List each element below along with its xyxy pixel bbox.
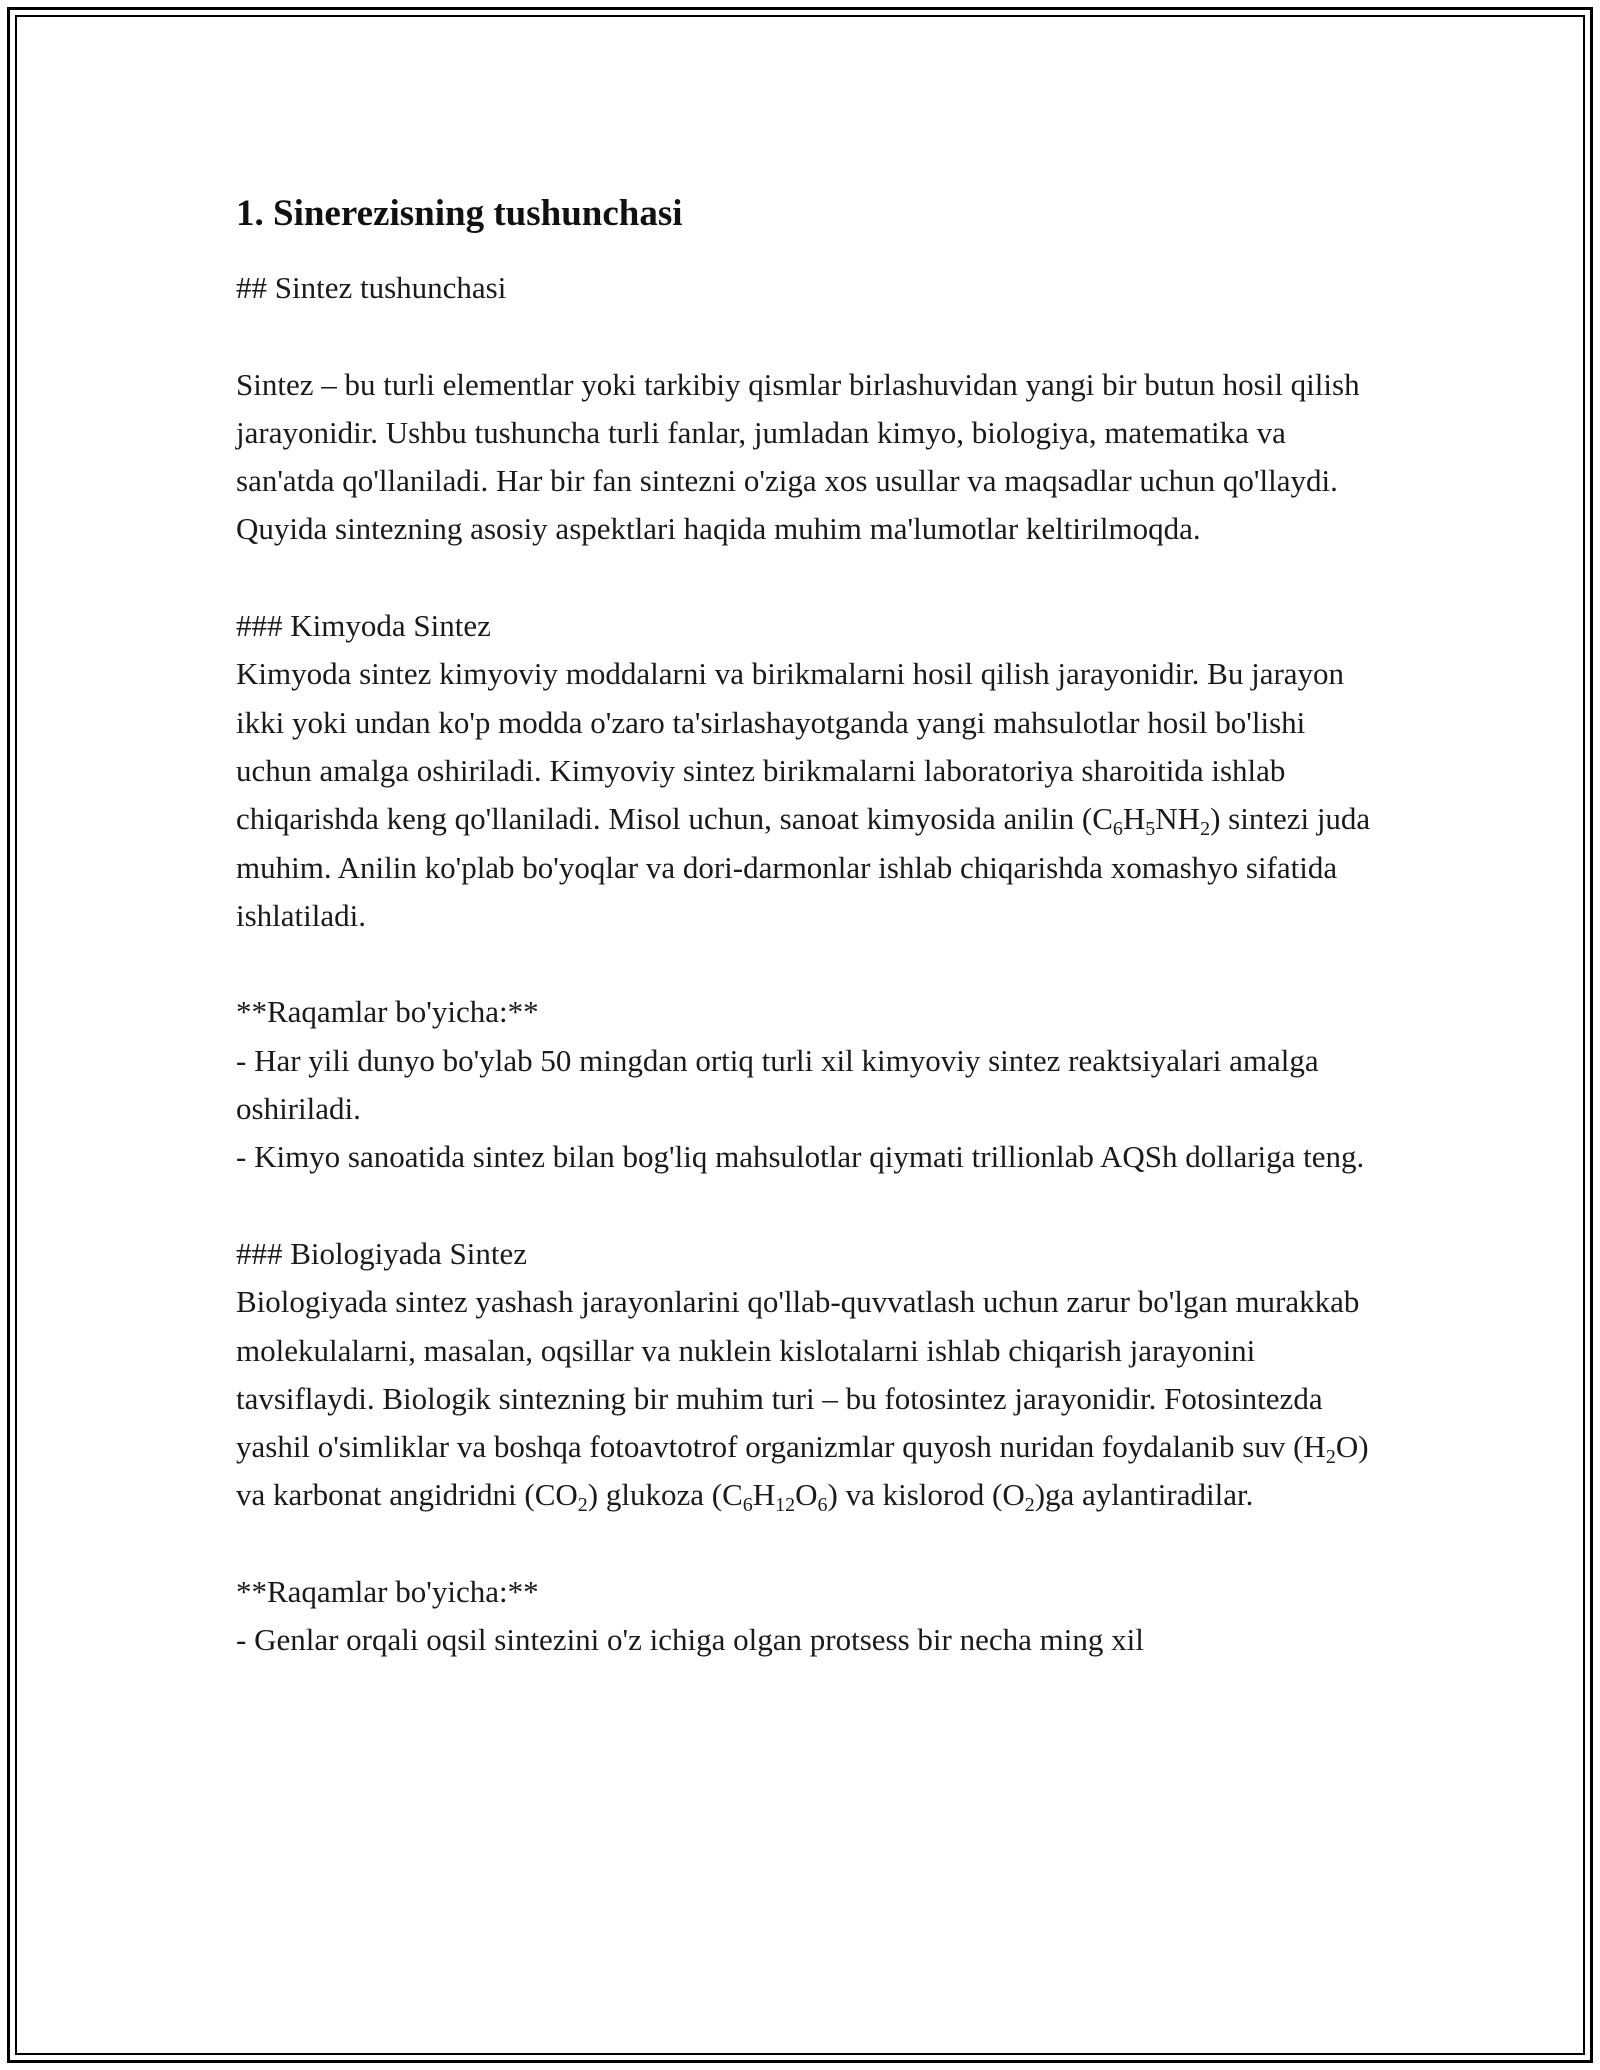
spacer — [236, 1182, 1376, 1230]
oxygen-formula: $O_2$ — [1002, 1477, 1035, 1517]
glucose-formula: $C_6H_{12}O_6$ — [722, 1477, 828, 1517]
aniline-formula: $C_6H_5NH_2$ — [1092, 801, 1211, 841]
chem-text-after: ) sintezi juda muhim. Anilin ko'plab bo'yoqlar va dori-darmonlar ishlab chiqarishda xomashyo sifatida ishlatiladi. — [236, 801, 1371, 933]
water-formula: $H_2O$ — [1303, 1429, 1359, 1469]
subheading: ## Sintez tushunchasi — [236, 270, 507, 305]
document-title: 1. Sinerezisning tushunchasi — [236, 193, 683, 234]
chem-heading: ### Kimyoda Sintez — [236, 608, 491, 644]
co2-formula: $CO_2$ — [534, 1477, 588, 1517]
bio-paragraph: Biologiyada sintez yashash jarayonlarini qo'llab-quvvatlash uchun zarur bo'lgan murakkab molekulalarni, masalan, oqsillar va nuklein kislotalarni ishlab chiqarish jarayonini tavsiflaydi. Biologik sintezning bir muhim turi – bu fotosintez jarayonidir. Fotosintezda yashil o'simliklar va boshqa fotoavtotrof organizmlar quyosh nuridan foydalanib suv $(H_2O)$ va karbonat angidridni $(CO_2)$ glukoza $(C_6H_{12}O_6)$ va kislorod $(O_2)ga$ aylantiradilar. — [236, 1284, 1369, 1517]
document-body — [236, 186, 1376, 1665]
chem-text-before: Kimyoda sintez kimyoviy moddalarni va birikmalarni hosil qilish jarayonidir. Bu jarayon ikki yoki undan ko'p modda o'zaro ta'sirlashayotganda yangi mahsulotlar hosil bo'lishi uchun amalga oshiriladi. Kimyoviy sintez birikmalarni laboratoriya sharoitida ishlab chiqarishda keng qo'llaniladi. Misol uchun, sanoat kimyosida anilin ( — [236, 656, 1345, 837]
spacer — [236, 554, 1376, 602]
spacer — [236, 1520, 1376, 1568]
chem-numbers-heading: **Raqamlar bo'yicha:** — [236, 994, 539, 1030]
list-item: - Har yili dunyo bo'ylab 50 mingdan ortiq turli xil kimyoviy sintez reaktsiyalari amalga oshiriladi. — [236, 1042, 1319, 1127]
chem-paragraph — [236, 650, 1376, 940]
spacer — [236, 940, 1376, 988]
list-item: - Kimyo sanoatida sintez bilan bog'liq mahsulotlar qiymati trillionlab AQSh dollariga teng. — [236, 1139, 1365, 1175]
spacer — [236, 312, 1376, 360]
intro-paragraph: Sintez – bu turli elementlar yoki tarkibiy qismlar birlashuvidan yangi bir butun hosil qilish jarayonidir. Ushbu tushuncha turli fanlar, jumladan kimyo, biologiya, matematika va san'atda qo'llaniladi. Har bir fan sintezni o'ziga xos usullar va maqsadlar uchun qo'llaydi. Quyida sintezning asosiy aspektlari haqida muhim ma'lumotlar keltirilmoqda. — [236, 366, 1360, 547]
list-item: - Genlar orqali oqsil sintezini o'z ichiga olgan protsess bir necha ming xil — [236, 1622, 1144, 1658]
bio-numbers-heading: **Raqamlar bo'yicha:** — [236, 1574, 539, 1610]
bio-heading: ### Biologiyada Sintez — [236, 1235, 528, 1271]
